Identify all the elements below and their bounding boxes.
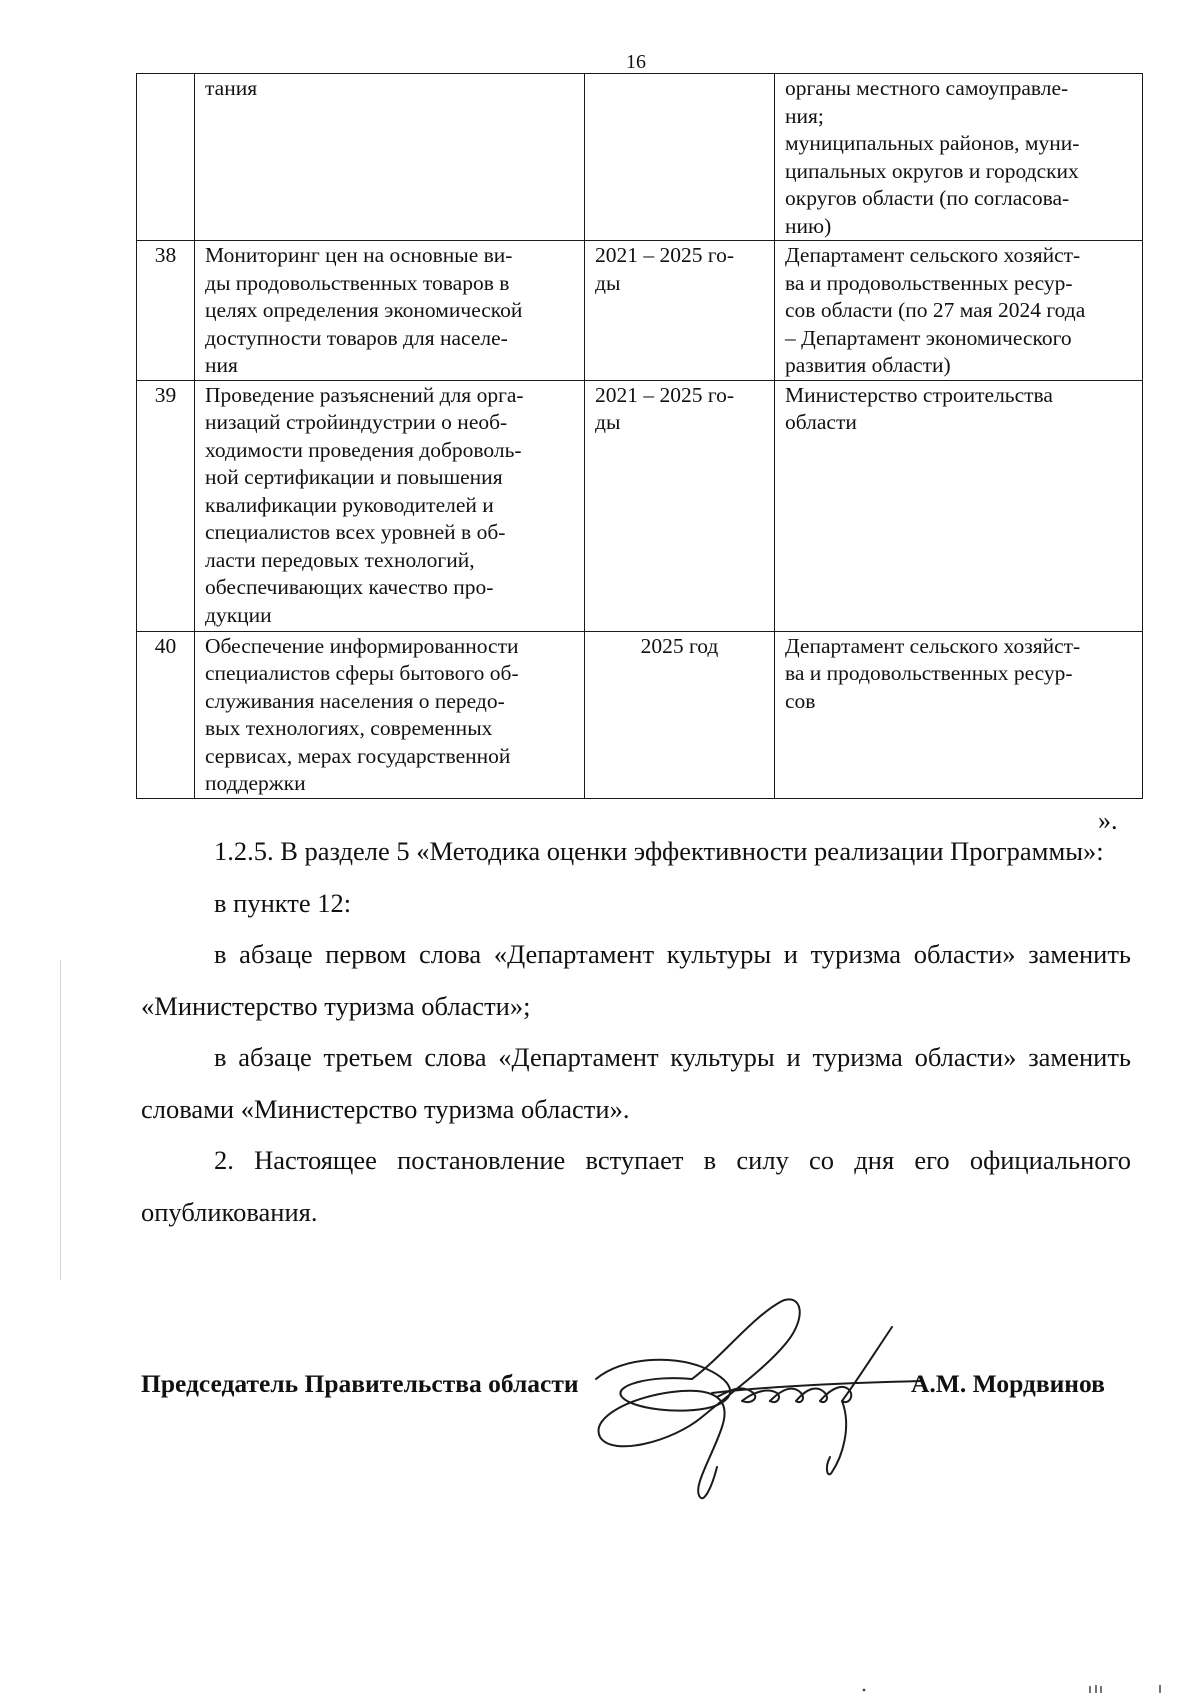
measure-term xyxy=(585,74,775,241)
handwritten-signature xyxy=(592,1297,932,1507)
paragraph-section-5: 1.2.5. В разделе 5 «Методика оценки эффективности реализации Программы»: xyxy=(214,836,1104,866)
page-number: 16 xyxy=(626,51,646,73)
measure-term: 2021 – 2025 го- ды xyxy=(585,241,775,381)
measure-term: 2021 – 2025 го- ды xyxy=(585,380,775,631)
row-number: 38 xyxy=(137,241,195,381)
measure-name: Проведение разъяснений для орга- низаций стройиндустрии о необ- ходимости проведения доброволь- ной сертификации и повышения квалификации руководителей и специалистов всех уровней в об- ласти передовых технологий, обеспечивающих качество про- дукции xyxy=(195,380,585,631)
signatory-name: А.М. Мордвинов xyxy=(911,1369,1105,1398)
paragraph-point-12: в пункте 12: xyxy=(214,887,352,918)
row-number xyxy=(137,74,195,241)
row-number: 40 xyxy=(137,631,195,798)
measure-responsible: Департамент сельского хозяйст- ва и продовольственных ресур- сов области (по 27 мая 2024 года – Департамент экономического развития области) xyxy=(775,241,1143,381)
table-row xyxy=(137,74,1143,241)
measure-name: Обеспечение информированности специалистов сферы бытового об- служивания населения о передо- вых технологиях, современных сервисах, мерах государственной поддержки xyxy=(195,631,585,798)
measures-table xyxy=(136,73,1143,799)
scan-artifact xyxy=(60,960,61,1280)
scan-artifact xyxy=(860,1684,1180,1694)
paragraph-third-abzac: в абзаце третьем слова «Департамент культуры и туризма области» заменить словами «Министерство туризма области». xyxy=(141,1042,1131,1124)
measure-responsible: органы местного самоуправле- ния; муниципальных районов, муни- ципальных округов и городских округов области (по согласова- нию) xyxy=(775,74,1143,241)
measure-responsible: Департамент сельского хозяйст- ва и продовольственных ресур- сов xyxy=(775,631,1143,798)
measure-name: Мониторинг цен на основные ви- ды продовольственных товаров в целях определения экономической доступности товаров для населе- ния xyxy=(195,241,585,381)
measure-responsible: Министерство строительства области xyxy=(775,380,1143,631)
paragraph-entry-into-force: 2. Настоящее постановление вступает в силу со дня его официального опубликования. xyxy=(141,1145,1131,1227)
row-number: 39 xyxy=(137,380,195,631)
signatory-position: Председатель Правительства области xyxy=(141,1369,579,1398)
table-row xyxy=(137,380,1143,631)
table-row xyxy=(137,241,1143,381)
closing-quote: ». xyxy=(1098,806,1118,835)
paragraph-first-abzac: в абзаце первом слова «Департамент культуры и туризма области» заменить «Министерство туризма области»; xyxy=(141,939,1131,1021)
measure-name: тания xyxy=(195,74,585,241)
table-row xyxy=(137,631,1143,798)
amendments-text xyxy=(141,826,1131,1238)
measure-term: 2025 год xyxy=(585,631,775,798)
